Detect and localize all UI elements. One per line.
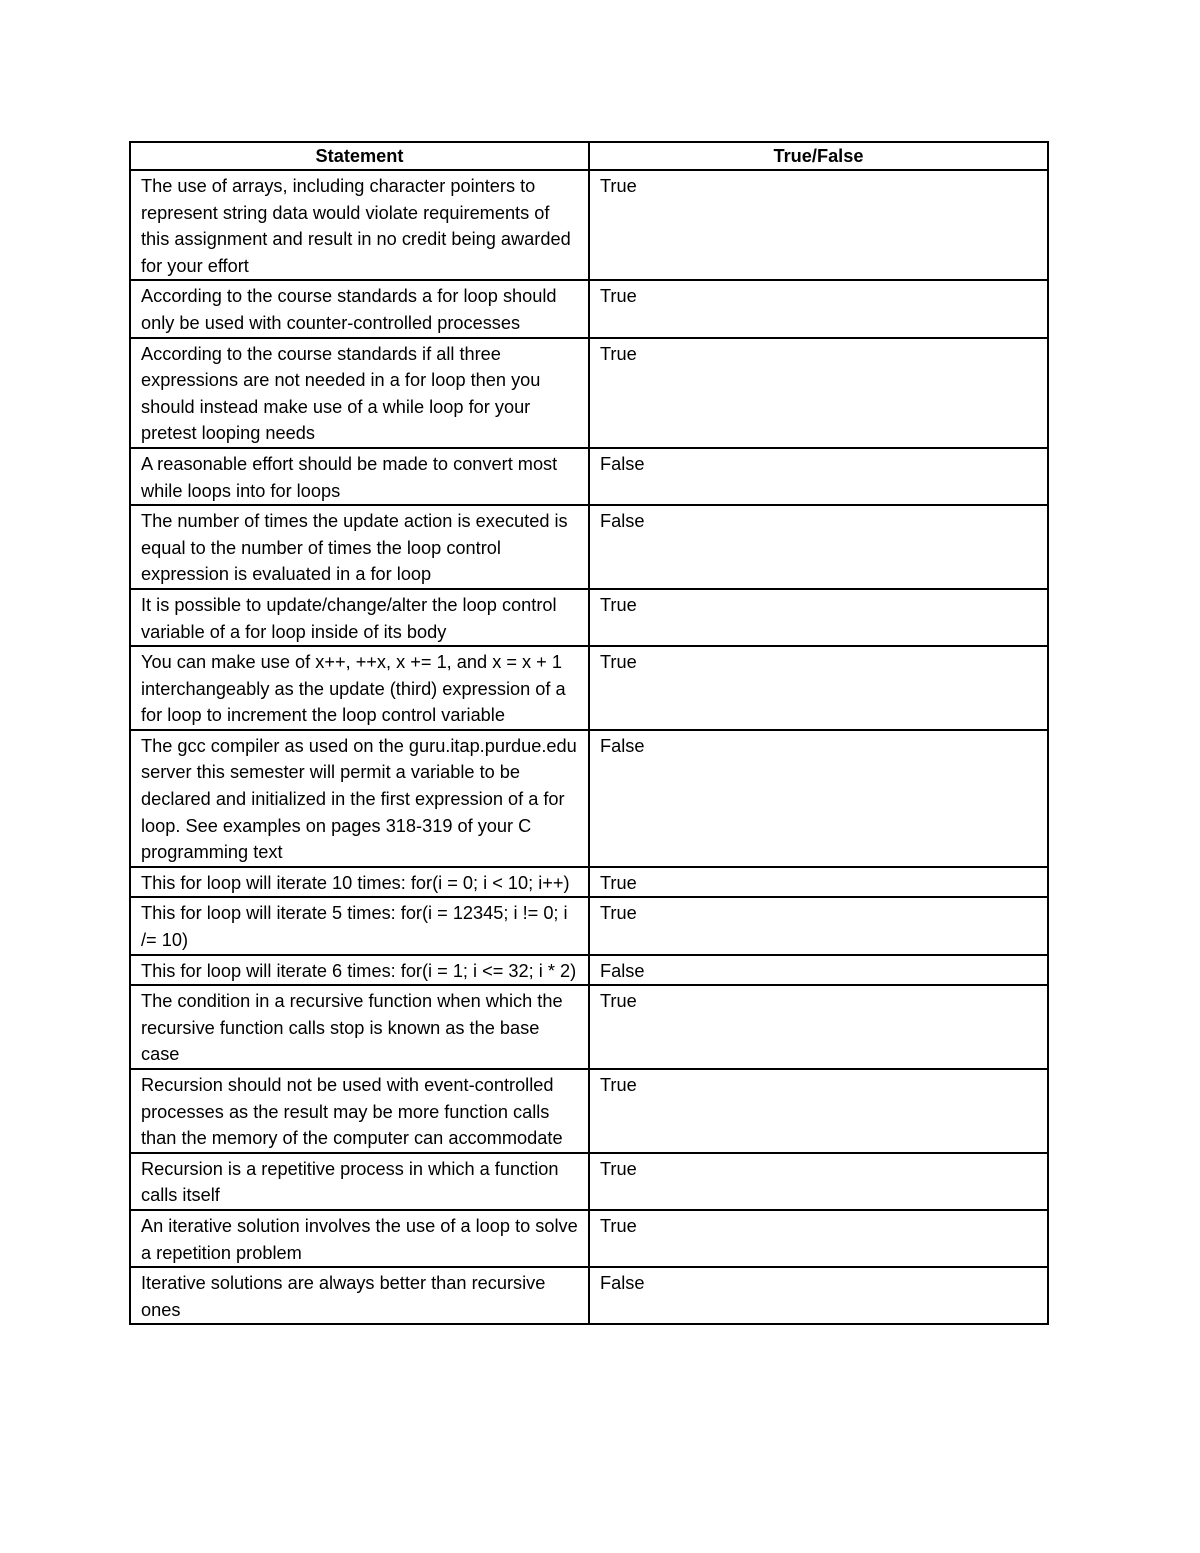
- table-row: [130, 505, 1048, 589]
- answer-cell: True: [589, 280, 1048, 337]
- table-body: [130, 170, 1048, 1324]
- table-row: [130, 448, 1048, 505]
- statement-cell: According to the course standards a for loop should only be used with counter-controlled processes: [130, 280, 589, 337]
- answer-cell: False: [589, 505, 1048, 589]
- statement-cell: A reasonable effort should be made to convert most while loops into for loops: [130, 448, 589, 505]
- table-row: [130, 338, 1048, 448]
- statement-cell: Recursion is a repetitive process in which a function calls itself: [130, 1153, 589, 1210]
- answer-cell: False: [589, 1267, 1048, 1324]
- answer-cell: True: [589, 646, 1048, 730]
- statement-column-header: Statement: [130, 142, 589, 170]
- statement-cell: This for loop will iterate 5 times: for(i = 12345; i != 0; i /= 10): [130, 897, 589, 954]
- answer-cell: False: [589, 955, 1048, 986]
- true-false-column-header: True/False: [589, 142, 1048, 170]
- answer-cell: True: [589, 589, 1048, 646]
- statement-cell: This for loop will iterate 10 times: for(i = 0; i < 10; i++): [130, 867, 589, 898]
- answer-cell: False: [589, 448, 1048, 505]
- statement-cell: This for loop will iterate 6 times: for(i = 1; i <= 32; i * 2): [130, 955, 589, 986]
- answer-cell: True: [589, 985, 1048, 1069]
- statement-cell: It is possible to update/change/alter the loop control variable of a for loop inside of its body: [130, 589, 589, 646]
- statement-cell: Iterative solutions are always better than recursive ones: [130, 1267, 589, 1324]
- answer-cell: True: [589, 170, 1048, 280]
- table-row: [130, 170, 1048, 280]
- answer-cell: True: [589, 1210, 1048, 1267]
- answer-cell: True: [589, 897, 1048, 954]
- table-row: [130, 646, 1048, 730]
- statement-cell: According to the course standards if all three expressions are not needed in a for loop then you should instead make use of a while loop for your pretest looping needs: [130, 338, 589, 448]
- statement-cell: You can make use of x++, ++x, x += 1, and x = x + 1 interchangeably as the update (third) expression of a for loop to increment the loop control variable: [130, 646, 589, 730]
- table-row: [130, 955, 1048, 986]
- table-row: [130, 1069, 1048, 1153]
- answer-cell: False: [589, 730, 1048, 867]
- table-row: [130, 280, 1048, 337]
- table-row: [130, 867, 1048, 898]
- statement-cell: An iterative solution involves the use of a loop to solve a repetition problem: [130, 1210, 589, 1267]
- table-row: [130, 730, 1048, 867]
- answer-cell: True: [589, 338, 1048, 448]
- statement-cell: The use of arrays, including character pointers to represent string data would violate requirements of this assignment and result in no credit being awarded for your effort: [130, 170, 589, 280]
- answer-cell: True: [589, 867, 1048, 898]
- statement-cell: The number of times the update action is executed is equal to the number of times the loop control expression is evaluated in a for loop: [130, 505, 589, 589]
- true-false-table: [129, 141, 1049, 1325]
- table-row: [130, 589, 1048, 646]
- table-row: [130, 897, 1048, 954]
- table-row: [130, 1267, 1048, 1324]
- statement-cell: The gcc compiler as used on the guru.itap.purdue.edu server this semester will permit a variable to be declared and initialized in the first expression of a for loop. See examples on pages 318-319 of your C programming text: [130, 730, 589, 867]
- table-header-row: [130, 142, 1048, 170]
- answer-cell: True: [589, 1153, 1048, 1210]
- answer-cell: True: [589, 1069, 1048, 1153]
- table-row: [130, 1210, 1048, 1267]
- statement-cell: Recursion should not be used with event-controlled processes as the result may be more function calls than the memory of the computer can accommodate: [130, 1069, 589, 1153]
- table-row: [130, 985, 1048, 1069]
- statement-cell: The condition in a recursive function when which the recursive function calls stop is known as the base case: [130, 985, 589, 1069]
- table-row: [130, 1153, 1048, 1210]
